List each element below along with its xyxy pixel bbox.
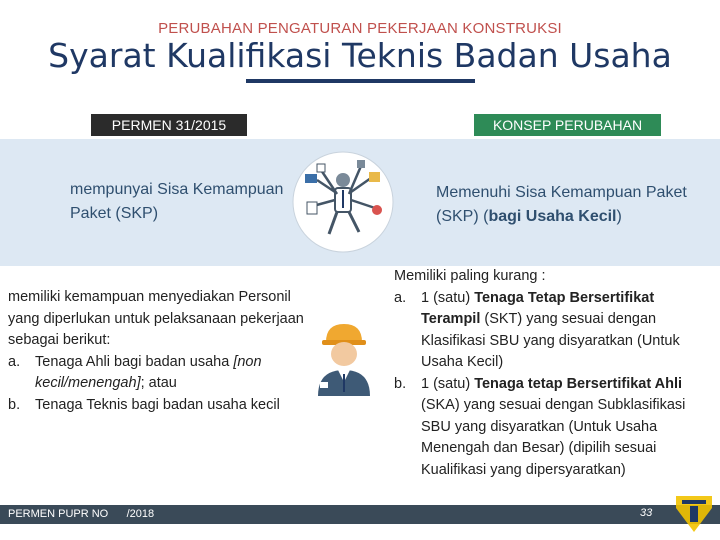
right-item-a: a. 1 (satu) Tenaga Tetap Bersertifikat Terampil (SKT) yang sesuai dengan Klasifikasi SBU yang disyaratkan (Untuk Usaha Kecil) [394, 288, 714, 374]
item-marker: b. [8, 396, 21, 413]
slide-title: Syarat Kualifikasi Teknis Badan Usaha [48, 36, 672, 75]
right-item-b: b. 1 (satu) Tenaga tetap Bersertifikat Ahli (SKA) yang sesuai dengan Subklasifikasi SBU yang disyaratkan (Untuk Usaha Menengah dan Besar) (dipilih sesuai Kualifikasi yang dipersyaratkan) [394, 374, 714, 482]
busy-multitasking-worker-icon [291, 150, 395, 254]
slide-kicker: PERUBAHAN PENGATURAN PEKERJAAN KONSTRUKSI [158, 20, 562, 37]
tag-konsep-perubahan: KONSEP PERUBAHAN [474, 114, 661, 136]
page-number: 33 [640, 507, 653, 519]
ministry-logo [672, 488, 716, 536]
right-requirements [394, 266, 714, 481]
left-item-b: b. Tenaga Teknis bagi badan usaha kecil [8, 395, 308, 417]
item-marker: a. [394, 289, 407, 306]
skp-old-text: mempunyai Sisa Kemampuan Paket (SKP) [70, 181, 284, 222]
left-item-a: a. Tenaga Ahli bagi badan usaha [non kecil/menengah]; atau [8, 352, 308, 395]
right-intro: Memiliki paling kurang : [394, 268, 546, 284]
item-marker: a. [8, 353, 21, 370]
left-intro: memiliki kemampuan menyediakan Personil yang diperlukan untuk pelaksanaan pekerjaan sebagai berikut: [8, 289, 304, 348]
left-requirements [8, 287, 308, 416]
construction-worker-icon [312, 320, 376, 396]
title-underline [246, 79, 475, 83]
tag-permen-31: PERMEN 31/2015 [91, 114, 247, 136]
footer-label: PERMEN PUPR NO /2018 [8, 508, 155, 520]
item-marker: b. [394, 375, 407, 392]
skp-new-text: Memenuhi Sisa Kemampuan Paket (SKP) (bagi Usaha Kecil) [436, 184, 687, 225]
